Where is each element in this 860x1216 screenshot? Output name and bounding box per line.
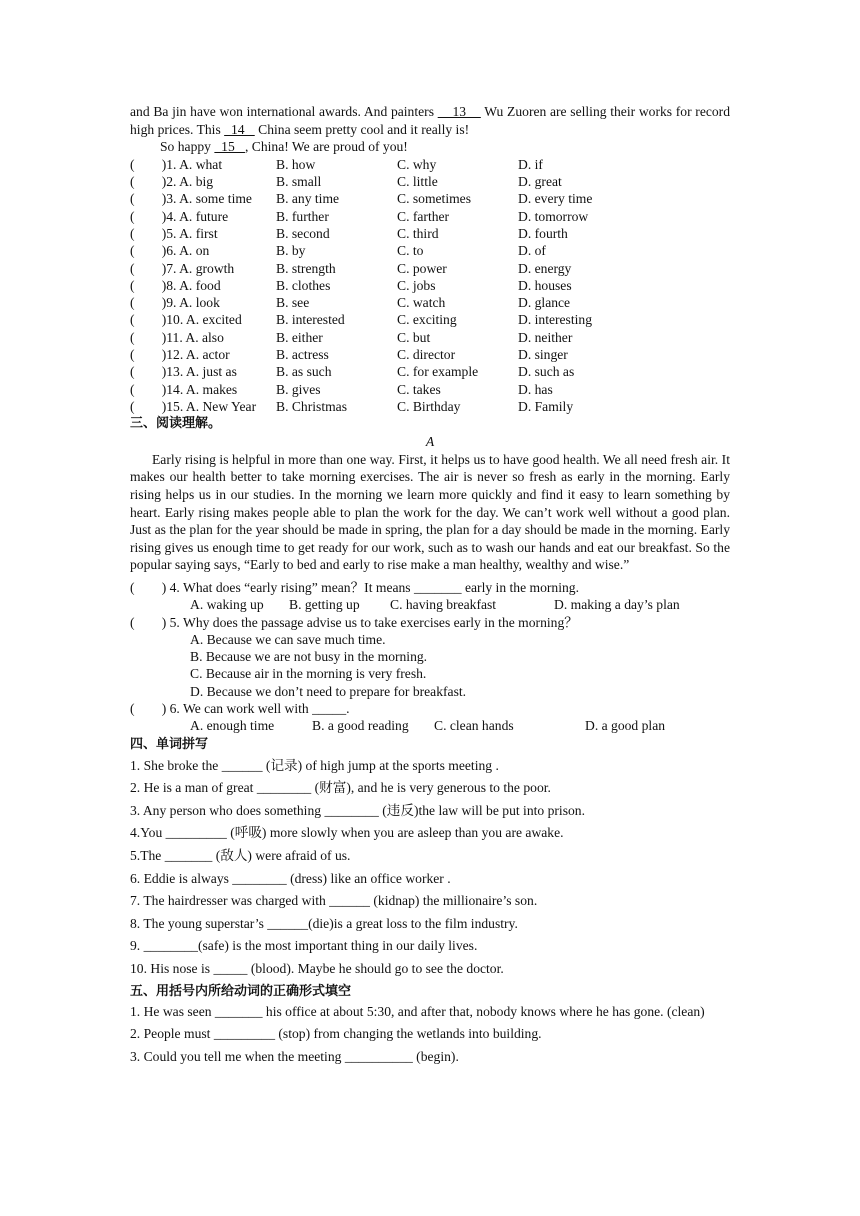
option-b[interactable]: B. actress [276,347,329,363]
section5-heading: 五、用括号内所给动词的正确形式填空 [130,983,352,999]
cloze-text: , China! We are proud of you! [244,139,408,155]
spelling-item: 4.You _________ (呼吸) more slowly when you are asleep than you are awake. [130,825,564,841]
option-d[interactable]: D. Family [518,398,574,414]
option-a[interactable]: ( )4. A. future [130,208,229,224]
option-row [130,173,730,190]
option-d[interactable]: D. every time [518,191,593,207]
cloze-passage-tail [130,103,730,138]
cloze-text: So happy [160,139,215,155]
option-c[interactable]: C. farther [397,208,450,224]
q6-option-d[interactable]: D. a good plan [585,718,666,734]
option-c[interactable]: C. Birthday [397,398,461,414]
option-row [130,156,730,173]
option-c[interactable]: C. exciting [397,312,457,328]
option-b[interactable]: B. see [276,295,310,311]
question-4-options [130,596,730,613]
q6-option-a[interactable]: A. enough time [190,718,275,734]
option-d[interactable]: D. houses [518,277,572,293]
verb-form-item: 3. Could you tell me when the meeting __________ (begin). [130,1048,459,1064]
option-b[interactable]: B. further [276,208,329,224]
section3-heading: 三、阅读理解。 [130,416,222,432]
spelling-item: 3. Any person who does something ________ (违反)the law will be put into prison. [130,802,585,818]
cloze-closing-line [130,138,730,156]
question-4: ( ) 4. What does “early rising” mean？It means _______ early in the morning. [130,579,579,595]
verb-form-item: 2. People must _________ (stop) from changing the wetlands into building. [130,1026,542,1042]
option-a[interactable]: ( )6. A. on [130,243,210,259]
option-a[interactable]: ( )14. A. makes [130,381,238,397]
verb-form-list [130,1001,730,1069]
cloze-text: and Ba jin have won international awards. And painters [130,104,438,119]
option-d[interactable]: D. interesting [518,312,592,328]
option-row [130,381,730,398]
spelling-item: 9. ________(safe) is the most important thing in our daily lives. [130,938,478,954]
option-row [130,329,730,346]
option-row [130,311,730,328]
option-d[interactable]: D. fourth [518,225,568,241]
q4-option-b[interactable]: B. getting up [289,597,360,613]
cloze-options-list [130,156,730,415]
blank-15[interactable]: 15 [214,139,245,155]
option-c[interactable]: C. third [397,225,439,241]
option-b[interactable]: B. as such [276,364,332,380]
option-d[interactable]: D. tomorrow [518,208,589,224]
option-row [130,277,730,294]
spelling-item: 6. Eddie is always ________ (dress) like an office worker . [130,870,451,886]
option-row [130,294,730,311]
question-5: ( ) 5. Why does the passage advise us to take exercises early in the morning？ [130,614,578,630]
option-d[interactable]: D. of [518,243,546,259]
option-b[interactable]: B. how [276,156,316,172]
spelling-item: 2. He is a man of great ________ (财富), and he is very generous to the poor. [130,780,551,796]
option-c[interactable]: C. takes [397,381,441,397]
cloze-text: China seem pretty cool and it really is! [254,121,470,137]
spelling-item: 1. She broke the ______ (记录) of high jump at the sports meeting . [130,757,499,773]
option-row [130,225,730,242]
option-b[interactable]: B. gives [276,381,321,397]
option-b[interactable]: B. by [276,243,306,259]
blank-13[interactable]: 13 [437,104,481,119]
option-b[interactable]: B. any time [276,191,340,207]
option-d[interactable]: D. such as [518,364,575,380]
option-b[interactable]: B. strength [276,260,336,276]
option-row [130,242,730,259]
option-d[interactable]: D. neither [518,329,573,345]
q4-option-d[interactable]: D. making a day’s plan [554,597,680,613]
document-page [130,103,730,1068]
option-c[interactable]: C. for example [397,364,479,380]
option-a[interactable]: ( )9. A. look [130,295,220,311]
option-a[interactable]: ( )7. A. growth [130,260,235,276]
q4-option-c[interactable]: C. having breakfast [390,597,497,613]
q5-option-d[interactable]: D. Because we don’t need to prepare for breakfast. [190,683,467,699]
q6-option-b[interactable]: B. a good reading [312,718,409,734]
verb-form-item: 1. He was seen _______ his office at about 5:30, and after that, nobody knows where he has gone. (clean) [130,1003,705,1019]
option-b[interactable]: B. interested [276,312,345,328]
option-row [130,363,730,380]
option-b[interactable]: B. Christmas [276,398,347,414]
option-c[interactable]: C. director [397,347,456,363]
q5-option-a[interactable]: A. Because we can save much time. [190,631,386,647]
q5-option-b[interactable]: B. Because we are not busy in the morning. [190,649,428,665]
passage-label: A [425,434,435,450]
option-a[interactable]: ( )10. A. excited [130,312,242,328]
option-c[interactable]: C. but [397,329,431,345]
option-d[interactable]: D. glance [518,295,571,311]
spelling-item: 5.The _______ (敌人) were afraid of us. [130,848,351,864]
option-c[interactable]: C. jobs [397,277,436,293]
option-d[interactable]: D. if [518,156,543,172]
option-a[interactable]: ( )8. A. food [130,277,221,293]
section4-heading: 四、单词拼写 [130,736,209,752]
option-a[interactable]: ( )5. A. first [130,225,218,241]
option-a[interactable]: ( )1. A. what [130,156,223,172]
spelling-item: 7. The hairdresser was charged with ______ (kidnap) the millionaire’s son. [130,893,538,909]
option-row [130,260,730,277]
option-a[interactable]: ( )11. A. also [130,329,224,345]
option-d[interactable]: D. energy [518,260,572,276]
option-a[interactable]: ( )2. A. big [130,174,214,190]
option-row [130,398,730,415]
question-6: ( ) 6. We can work well with _____. [130,701,350,717]
spelling-item: 10. His nose is _____ (blood). Maybe he should go to see the doctor. [130,961,504,976]
option-b[interactable]: B. second [276,225,330,241]
question-6-options [130,717,730,734]
option-c[interactable]: C. power [397,260,447,276]
option-row [130,190,730,207]
option-d[interactable]: D. great [518,174,562,190]
option-row [130,208,730,225]
option-c[interactable]: C. sometimes [397,191,472,207]
spelling-item: 8. The young superstar’s ______(die)is a great loss to the film industry. [130,915,518,931]
option-b[interactable]: B. clothes [276,277,331,293]
q5-option-c[interactable]: C. Because air in the morning is very fresh. [190,666,427,682]
option-c[interactable]: C. watch [397,295,446,311]
option-a[interactable]: ( )3. A. some time [130,191,252,207]
cloze-text: Wu Zuoren are selling their works for record high prices. This [130,104,731,137]
blank-14[interactable]: 14 [224,121,255,137]
option-d[interactable]: D. singer [518,347,568,363]
option-a[interactable]: ( )12. A. actor [130,347,230,363]
option-c[interactable]: C. to [397,243,424,259]
option-d[interactable]: D. has [518,381,553,397]
q6-option-c[interactable]: C. clean hands [434,718,514,734]
option-row [130,346,730,363]
spelling-list [130,755,730,981]
option-a[interactable]: ( )13. A. just as [130,364,237,380]
option-a[interactable]: ( )15. A. New Year [130,398,257,414]
option-b[interactable]: B. small [276,174,322,190]
option-c[interactable]: C. little [397,174,438,190]
option-c[interactable]: C. why [397,156,437,172]
q4-option-a[interactable]: A. waking up [190,597,264,613]
option-b[interactable]: B. either [276,329,323,345]
reading-passage: Early rising is helpful in more than one way. First, it helps us to have good health. We all need fresh air. It makes our health better to take morning exercises. The air is never so fresh as early in the morning. Early rising helps us in our studies. In the morning we learn more quickly and find it easy to learn something by heart. Early rising makes people able to plan the work for the day. We can’t work well without a good plan. Just as the plan for the year should be made in spring, the plan for a day should be made in the morning. Early rising gives us enough time to get ready for our work, such as to wash our hands and eat our breakfast. So the popular saying says, “Early to bed and early to rise make a man healthy, wealthy and wise.” [130,451,730,573]
